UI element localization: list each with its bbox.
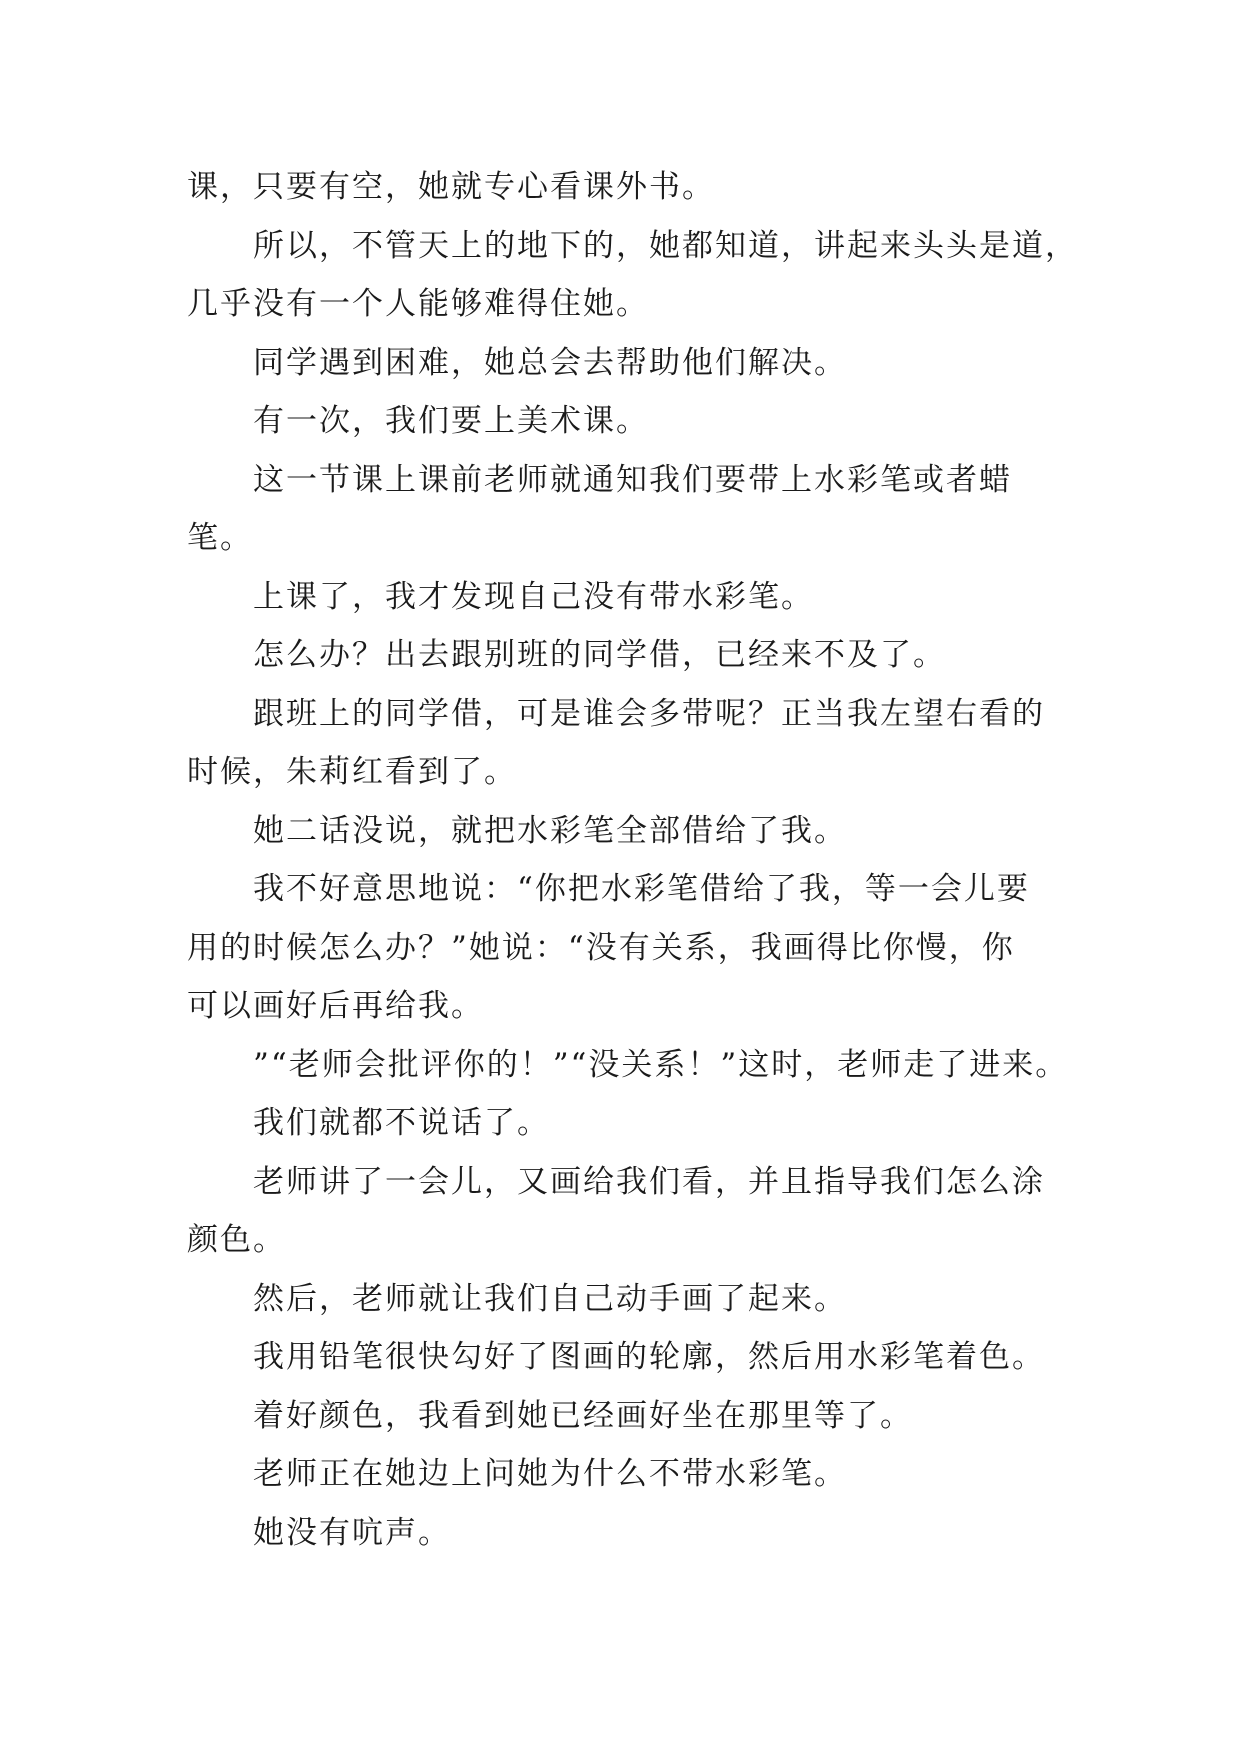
text-line: 她二话没说，就把水彩笔全部借给了我。 (253, 812, 847, 849)
text-line: ”“老师会批评你的！”“没关系！”这时，老师走了进来。 (253, 1046, 1069, 1083)
text-line: 我不好意思地说：“你把水彩笔借给了我，等一会儿要 (253, 871, 1030, 907)
text-line: 时候，朱莉红看到了。 (187, 754, 517, 790)
text-line: 笔。 (187, 520, 253, 556)
text-line: 用的时候怎么办？”她说：“没有关系，我画得比你慢，你 (187, 929, 1015, 966)
text-line: 老师正在她边上问她为什么不带水彩笔。 (253, 1456, 847, 1492)
text-line: 上课了，我才发现自己没有带水彩笔。 (253, 578, 814, 615)
text-line: 我们就都不说话了。 (253, 1105, 550, 1141)
text-line: 怎么办？出去跟别班的同学借，已经来不及了。 (253, 637, 946, 673)
text-line: 同学遇到困难，她总会去帮助他们解决。 (253, 344, 847, 381)
text-line: 几乎没有一个人能够难得住她。 (187, 286, 649, 322)
text-line: 她没有吭声。 (253, 1514, 451, 1551)
text-line: 我用铅笔很快勾好了图画的轮廓，然后用水彩笔着色。 (253, 1339, 1045, 1375)
text-line: 颜色。 (187, 1222, 286, 1258)
body-text (187, 158, 1078, 1562)
text-line: 这一节课上课前老师就通知我们要带上水彩笔或者蜡 (253, 461, 1012, 498)
text-line: 有一次，我们要上美术课。 (253, 403, 649, 439)
text-line: 老师讲了一会儿，又画给我们看，并且指导我们怎么涂 (253, 1163, 1045, 1200)
text-line: 跟班上的同学借，可是谁会多带呢？正当我左望右看的 (253, 695, 1045, 732)
text-line: 课，只要有空，她就专心看课外书。 (187, 169, 715, 205)
text-line: 着好颜色，我看到她已经画好坐在那里等了。 (253, 1397, 913, 1434)
text-line: 所以，不管天上的地下的，她都知道，讲起来头头是道， (253, 227, 1078, 264)
text-line: 然后，老师就让我们自己动手画了起来。 (253, 1280, 847, 1317)
text-line: 可以画好后再给我。 (187, 988, 484, 1024)
